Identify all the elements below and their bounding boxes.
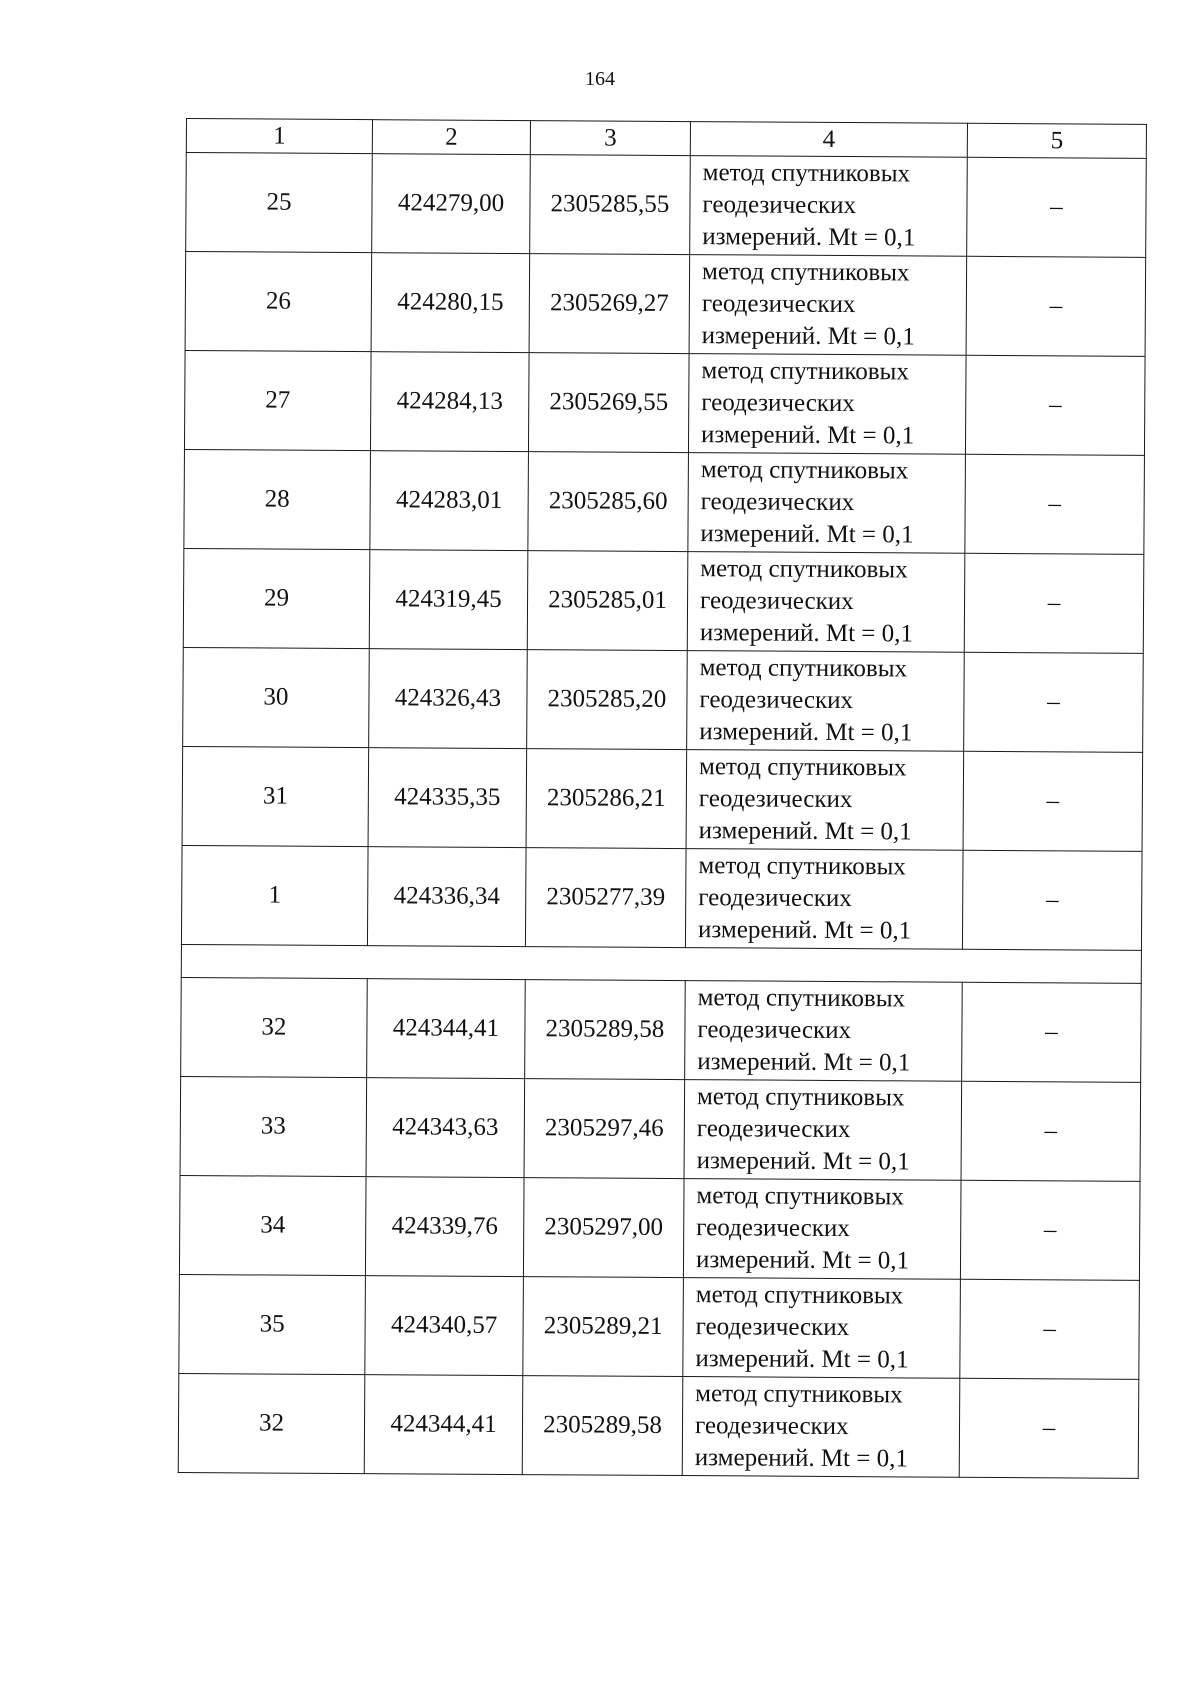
column-header: 4 (690, 122, 967, 158)
x-coordinate-cell: 424319,45 (369, 550, 528, 650)
table-body (178, 153, 1146, 1479)
y-coordinate-cell: 2305297,00 (523, 1178, 684, 1278)
point-number-cell: 25 (186, 153, 373, 253)
method-line: метод спутниковых (696, 1083, 905, 1112)
note-cell: – (960, 1180, 1140, 1280)
page-number: 164 (585, 68, 615, 90)
method-line: геодезических (694, 1412, 849, 1441)
x-coordinate-cell: 424284,13 (370, 352, 529, 452)
point-number-cell: 26 (185, 252, 372, 352)
note-cell: – (960, 1279, 1140, 1379)
x-coordinate-cell: 424344,41 (367, 979, 526, 1079)
method-cell (685, 849, 963, 950)
table-row (181, 845, 1142, 950)
table-row (179, 1274, 1140, 1379)
table-row (180, 1076, 1141, 1181)
table-row (182, 746, 1143, 851)
note-cell: – (959, 1378, 1139, 1478)
method-cell (683, 1278, 961, 1379)
y-coordinate-cell: 2305286,21 (526, 749, 687, 849)
method-cell (684, 1080, 962, 1181)
method-line: измерений. Mt = 0,1 (700, 421, 915, 450)
note-cell: – (962, 982, 1142, 1082)
method-cell (682, 1377, 960, 1478)
note-cell: – (962, 850, 1142, 950)
note-cell: – (964, 553, 1144, 653)
y-coordinate-cell: 2305269,27 (529, 254, 690, 354)
note-cell: – (964, 652, 1144, 752)
y-coordinate-cell: 2305285,60 (528, 452, 689, 552)
y-coordinate-cell: 2305285,20 (527, 650, 688, 750)
y-coordinate-cell: 2305269,55 (528, 353, 689, 453)
point-number-cell: 28 (184, 449, 371, 549)
table-row (181, 977, 1142, 1082)
x-coordinate-cell: 424344,41 (364, 1375, 523, 1475)
y-coordinate-cell: 2305285,01 (527, 551, 688, 651)
table-row (184, 350, 1145, 455)
x-coordinate-cell: 424340,57 (365, 1276, 524, 1376)
x-coordinate-cell: 424335,35 (368, 748, 527, 848)
method-cell (685, 981, 963, 1082)
method-line: измерений. Mt = 0,1 (702, 223, 916, 252)
method-line: геодезических (699, 587, 854, 616)
method-cell (690, 156, 968, 257)
note-cell: – (965, 454, 1145, 554)
x-coordinate-cell: 424343,63 (366, 1078, 525, 1178)
note-cell: – (961, 1081, 1141, 1181)
x-coordinate-cell: 424280,15 (371, 253, 530, 353)
method-line: геодезических (698, 785, 853, 814)
table-row (178, 1373, 1139, 1478)
x-coordinate-cell: 424326,43 (369, 649, 528, 749)
y-coordinate-cell: 2305297,46 (524, 1079, 685, 1179)
x-coordinate-cell: 424336,34 (367, 847, 526, 947)
method-line: геодезических (696, 1214, 850, 1243)
method-line: метод спутниковых (700, 456, 909, 485)
coordinates-table (178, 118, 1147, 1479)
method-line: геодезических (701, 290, 856, 319)
method-line: метод спутниковых (699, 654, 908, 683)
method-line: метод спутниковых (701, 258, 910, 287)
method-line: метод спутниковых (698, 852, 906, 881)
point-number-cell: 30 (183, 647, 370, 747)
method-line: метод спутниковых (697, 984, 906, 1013)
method-line: метод спутниковых (696, 1182, 904, 1211)
note-cell: – (965, 355, 1145, 455)
x-coordinate-cell: 424339,76 (365, 1177, 524, 1277)
method-line: метод спутниковых (702, 159, 911, 188)
method-line: измерений. Mt = 0,1 (699, 718, 913, 747)
point-number-cell: 27 (184, 350, 371, 450)
method-line: метод спутниковых (698, 753, 907, 782)
method-cell (689, 255, 967, 356)
method-cell (688, 354, 966, 455)
table-row (185, 252, 1146, 357)
point-number-cell: 33 (180, 1076, 367, 1176)
method-cell (687, 651, 965, 752)
method-line: геодезических (698, 884, 852, 913)
note-cell: – (966, 256, 1146, 356)
point-number-cell: 35 (179, 1274, 366, 1374)
point-number-cell: 32 (181, 977, 368, 1077)
table-row (184, 449, 1145, 554)
method-cell (688, 453, 966, 554)
note-cell: – (963, 751, 1143, 851)
y-coordinate-cell: 2305277,39 (525, 848, 686, 948)
method-line: метод спутниковых (700, 555, 908, 584)
method-line: измерений. Mt = 0,1 (695, 1246, 910, 1275)
y-coordinate-cell: 2305289,58 (525, 980, 686, 1080)
method-line: измерений. Mt = 0,1 (694, 1444, 908, 1473)
point-number-cell: 1 (181, 845, 368, 945)
method-line: измерений. Mt = 0,1 (700, 520, 914, 549)
point-number-cell: 34 (179, 1175, 366, 1275)
column-header: 2 (372, 120, 530, 155)
method-cell (687, 552, 965, 653)
point-number-cell: 32 (178, 1373, 365, 1473)
table-header-row (186, 119, 1146, 159)
method-line: геодезических (702, 191, 857, 220)
method-line: геодезических (699, 686, 854, 715)
y-coordinate-cell: 2305289,21 (523, 1277, 684, 1377)
note-cell: – (967, 157, 1147, 257)
point-number-cell: 29 (183, 548, 370, 648)
method-line: измерений. Mt = 0,1 (699, 619, 914, 648)
table-row (186, 153, 1147, 258)
column-header: 5 (967, 123, 1146, 158)
y-coordinate-cell: 2305285,55 (530, 155, 691, 255)
method-line: геодезических (696, 1115, 851, 1144)
method-line: измерений. Mt = 0,1 (697, 916, 912, 945)
method-line: измерений. Mt = 0,1 (701, 322, 915, 351)
method-cell (683, 1179, 961, 1280)
method-line: измерений. Mt = 0,1 (696, 1147, 910, 1176)
method-line: геодезических (701, 389, 855, 418)
method-line: метод спутниковых (695, 1281, 904, 1310)
method-line: геодезических (697, 1016, 852, 1045)
method-line: измерений. Mt = 0,1 (697, 1048, 911, 1077)
method-line: геодезических (700, 488, 855, 517)
table-row (183, 548, 1144, 653)
y-coordinate-cell: 2305289,58 (522, 1376, 683, 1476)
method-line: метод спутниковых (701, 357, 909, 386)
table-row (183, 647, 1144, 752)
method-line: геодезических (695, 1313, 850, 1342)
method-line: измерений. Mt = 0,1 (698, 817, 912, 846)
method-line: метод спутниковых (695, 1380, 903, 1409)
table-row (179, 1175, 1140, 1280)
column-header: 3 (530, 121, 690, 156)
column-header: 1 (186, 119, 372, 154)
x-coordinate-cell: 424283,01 (370, 451, 529, 551)
method-cell (686, 750, 964, 851)
point-number-cell: 31 (182, 746, 369, 846)
x-coordinate-cell: 424279,00 (372, 154, 531, 254)
method-line: измерений. Mt = 0,1 (695, 1345, 909, 1374)
